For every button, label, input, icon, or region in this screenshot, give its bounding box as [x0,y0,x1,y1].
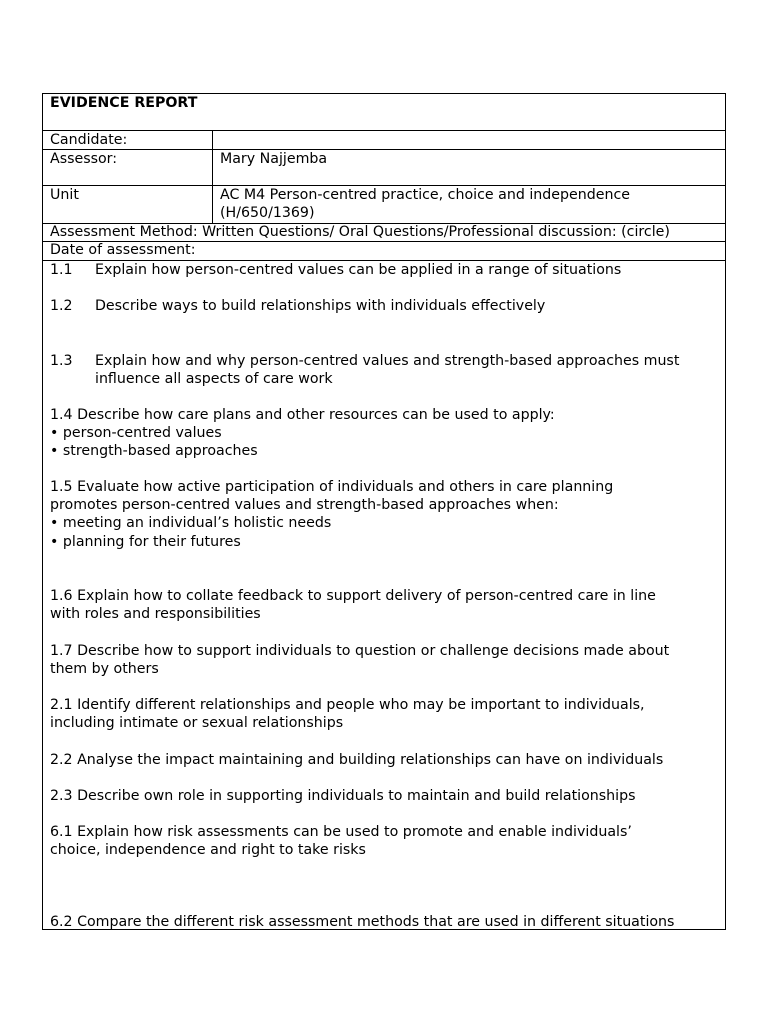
criterion-1-5 [50,478,719,551]
criterion-text-line1: 1.4 Describe how care plans and other resources can be used to apply: [50,407,555,423]
criterion-number: 1.1 [50,262,73,278]
criterion-text: Describe ways to build relationships with individuals effectively [95,298,546,314]
criterion-1-4 [50,406,719,461]
criterion-text-line2: them by others [50,661,159,678]
report-title: EVIDENCE REPORT [50,95,198,111]
criterion-text-line1: 1.5 Evaluate how active participation of individuals and others in care planning [50,479,614,495]
date-of-assessment: Date of assessment: [50,242,196,258]
unit-label: Unit [43,186,213,223]
date-row [43,242,725,261]
criterion-1-3 [50,352,719,388]
criterion-6-1 [50,823,719,859]
assessor-label: Assessor: [43,150,213,185]
criterion-text-line1: 6.2 Compare the different risk assessment methods that are used in different situations [50,914,675,930]
criterion-text-line2: choice, independence and right to take risks [50,842,366,859]
criterion-text-line1: Explain how and why person-centred values and strength-based approaches must [95,353,680,369]
assessment-method-row [43,224,725,242]
criterion-number: 1.2 [50,298,73,314]
criterion-bullet: • person-centred values [50,425,222,442]
candidate-label: Candidate: [43,131,213,149]
assessor-value: Mary Najjemba [220,151,328,167]
criterion-text-line2: influence all aspects of care work [95,371,333,388]
candidate-value [213,131,725,149]
criterion-1-6 [50,587,719,623]
criterion-text-line1: 2.3 Describe own role in supporting individuals to maintain and build relationships [50,788,636,804]
criterion-1-1 [50,261,719,279]
criterion-bullet: • planning for their futures [50,533,241,550]
evidence-report-table [42,93,726,930]
assessment-method: Assessment Method: Written Questions/ Oral Questions/Professional discussion: (circle) [50,224,670,240]
criterion-2-2 [50,751,719,769]
criterion-text: Explain how person-centred values can be applied in a range of situations [95,262,622,278]
criterion-1-7 [50,642,719,678]
criterion-text-line1: 2.1 Identify different relationships and people who may be important to individuals, [50,697,645,713]
criterion-text-line1: 6.1 Explain how risk assessments can be used to promote and enable individuals’ [50,824,632,840]
criterion-text-line1: 1.6 Explain how to collate feedback to support delivery of person-centred care in line [50,588,656,604]
unit-value-line1: AC M4 Person-centred practice, choice and independence [220,187,630,203]
criterion-2-3 [50,787,719,805]
criterion-6-2 [50,913,719,931]
criterion-bullet: • strength-based approaches [50,443,258,460]
criteria-list [50,261,719,929]
criterion-text-line2: with roles and responsibilities [50,606,261,623]
criterion-1-2 [50,297,719,315]
criterion-bullet: • meeting an individual’s holistic needs [50,515,332,532]
unit-value-line2: (H/650/1369) [220,205,315,222]
criterion-text-line2: including intimate or sexual relationships [50,715,344,732]
candidate-row [43,131,725,150]
title-row [43,94,725,131]
criterion-number: 1.3 [50,353,73,369]
assessor-row [43,150,725,186]
criterion-text-line1: 2.2 Analyse the impact maintaining and building relationships can have on individuals [50,752,664,768]
criterion-text-line2: promotes person-centred values and strength-based approaches when: [50,497,559,514]
unit-row [43,186,725,224]
unit-value [213,186,725,223]
criterion-text-line1: 1.7 Describe how to support individuals to question or challenge decisions made about [50,643,670,659]
criterion-2-1 [50,696,719,732]
